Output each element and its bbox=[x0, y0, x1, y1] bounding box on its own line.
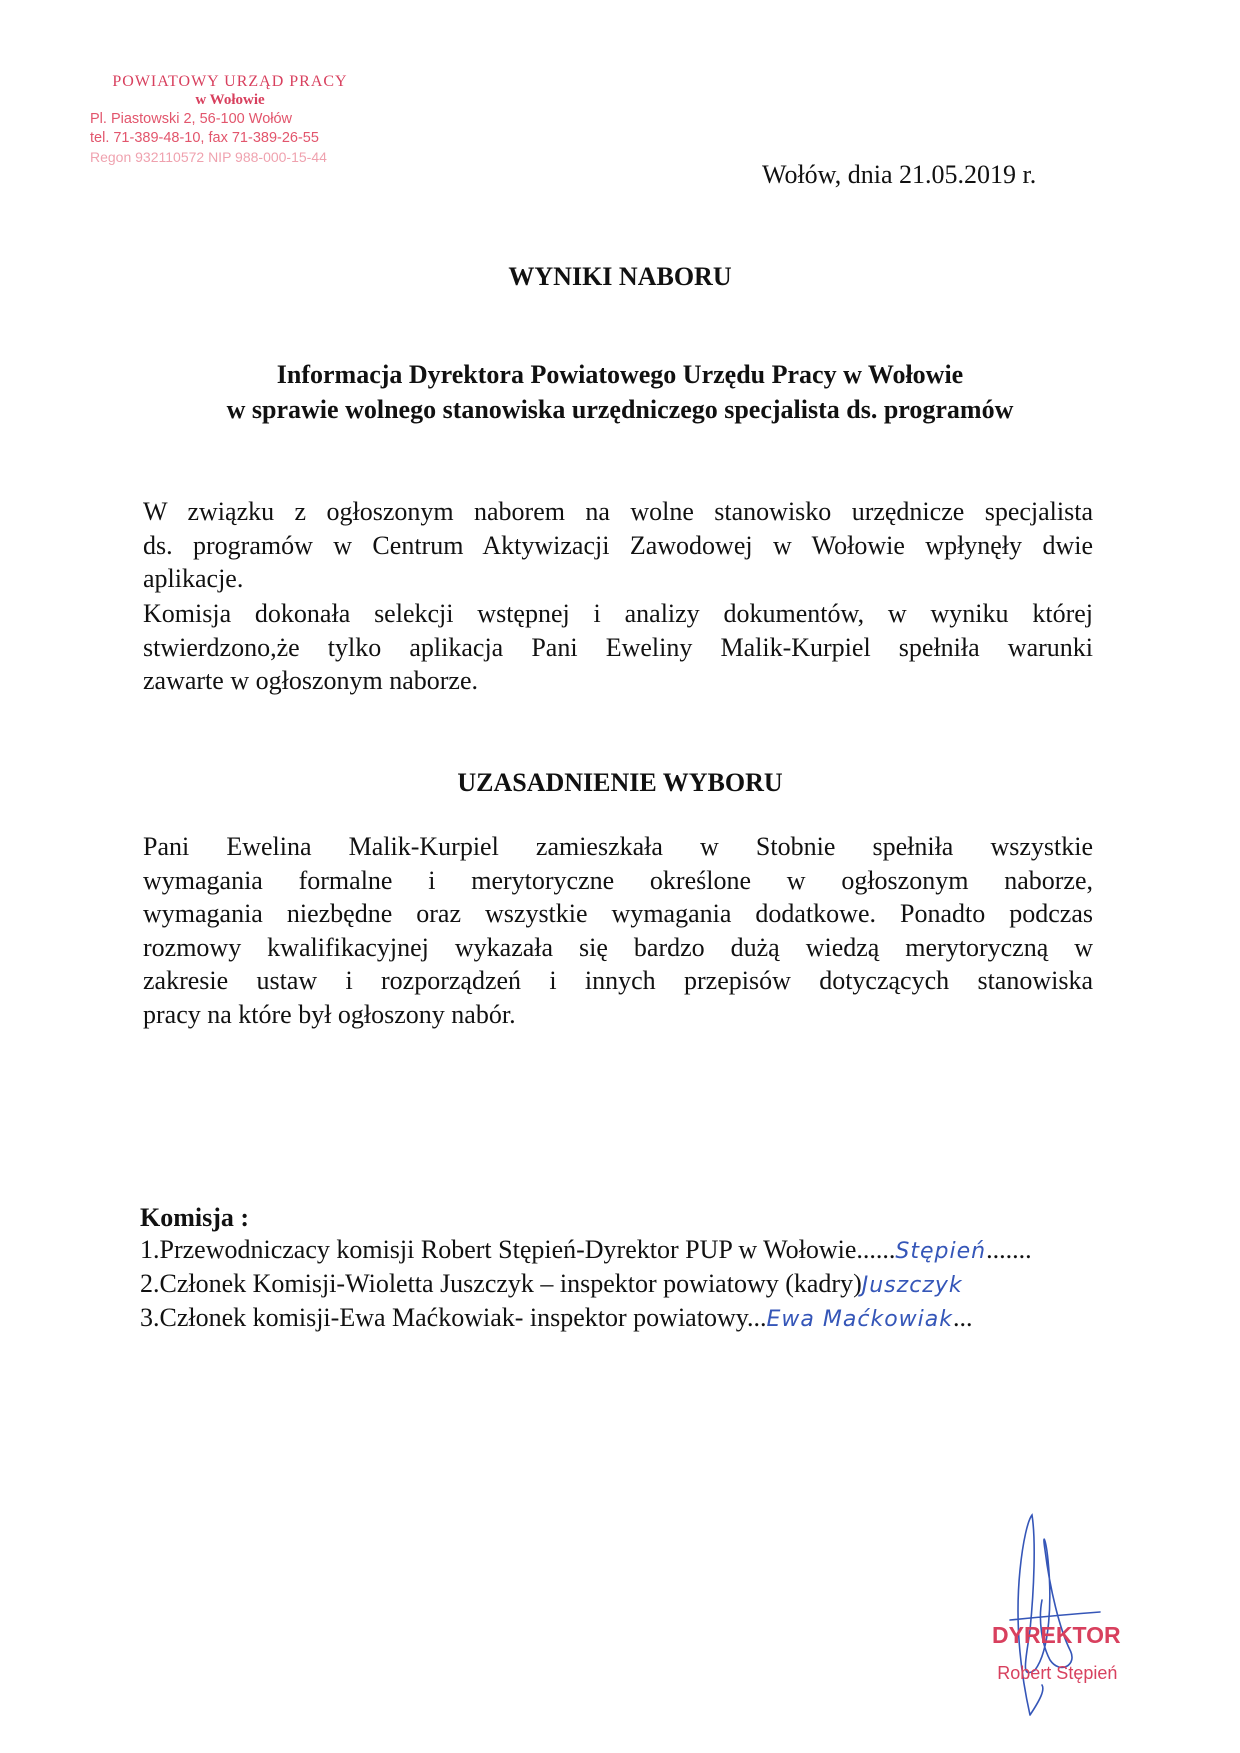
director-stamp bbox=[992, 1622, 1121, 1684]
paragraph-line: ds. programów w Centrum Aktywizacji Zawodowej w Wołowie wpłynęły dwie bbox=[143, 530, 1093, 560]
director-signature-scribble bbox=[990, 1500, 1150, 1730]
signature-dots: ... bbox=[747, 1303, 767, 1332]
signature-dots: ... bbox=[953, 1303, 973, 1332]
signature-dots: ...... bbox=[856, 1235, 896, 1264]
committee-section bbox=[140, 1202, 1032, 1336]
paragraph-line: zawarte w ogłoszonym naborze. bbox=[143, 666, 478, 695]
member-description: 1.Przewodniczacy komisji Robert Stępień-Dyrektor PUP w Wołowie bbox=[140, 1235, 857, 1264]
paragraph-line: aplikacje. bbox=[143, 564, 244, 593]
paragraph-line: Pani Ewelina Malik-Kurpiel zamieszkała w Stobnie spełniła wszystkie bbox=[143, 832, 1093, 861]
committee-title: Komisja : bbox=[140, 1203, 250, 1232]
committee-member bbox=[140, 1234, 1032, 1268]
paragraph-line: pracy na które był ogłoszony nabór. bbox=[143, 999, 516, 1029]
member-description: 3.Członek komisji-Ewa Maćkowiak- inspektor powiatowy bbox=[140, 1303, 748, 1332]
stamp-address: Pl. Piastowski 2, 56-100 Wołów bbox=[90, 111, 293, 127]
stamp-organization: POWIATOWY URZĄD PRACY bbox=[112, 73, 348, 90]
paragraph-selection bbox=[143, 597, 1093, 698]
info-heading-line2: w sprawie wolnego stanowiska urzędniczego specjalista ds. programów bbox=[226, 395, 1014, 424]
paragraph-line: zakresie ustaw i rozporządzeń i innych przepisów dotyczących stanowiska bbox=[143, 966, 1093, 995]
info-heading-line1: Informacja Dyrektora Powiatowego Urzędu Pracy w Wołowie bbox=[276, 360, 964, 389]
handwritten-signature: Stępień bbox=[895, 1239, 987, 1264]
stamp-phone: tel. 71-389-48-10, fax 71-389-26-55 bbox=[90, 130, 319, 146]
committee-member bbox=[140, 1302, 1032, 1336]
signature-dots: ....... bbox=[986, 1235, 1032, 1264]
paragraph-line: W związku z ogłoszonym naborem na wolne stanowisko urzędnicze specjalista bbox=[143, 497, 1093, 526]
paragraph-applications bbox=[143, 495, 1093, 596]
document-title: WYNIKI NABORU bbox=[508, 262, 732, 291]
paragraph-line: wymagania formalne i merytoryczne określone w ogłoszonym naborze, bbox=[143, 865, 1093, 895]
handwritten-signature: Ewa Maćkowiak bbox=[766, 1307, 953, 1332]
paragraph-line: stwierdzono,że tylko aplikacja Pani Eweliny Malik-Kurpiel spełniła warunki bbox=[143, 632, 1093, 662]
office-stamp bbox=[90, 72, 370, 167]
paragraph-line: wymagania niezbędne oraz wszystkie wymagania dodatkowe. Ponadto podczas bbox=[143, 899, 1093, 928]
document-date: Wołów, dnia 21.05.2019 r. bbox=[762, 160, 1037, 189]
director-role: DYREKTOR bbox=[992, 1622, 1121, 1648]
paragraph-justification bbox=[143, 830, 1093, 1031]
stamp-city: w Wołowie bbox=[195, 92, 265, 108]
paragraph-line: Komisja dokonała selekcji wstępnej i analizy dokumentów, w wyniku której bbox=[143, 599, 1093, 628]
member-description: 2.Członek Komisji-Wioletta Juszczyk – inspektor powiatowy (kadry) bbox=[140, 1269, 862, 1298]
committee-member bbox=[140, 1268, 1032, 1302]
paragraph-line: rozmowy kwalifikacyjnej wykazała się bardzo dużą wiedzą merytoryczną w bbox=[143, 932, 1093, 962]
director-name: Robert Stępień bbox=[997, 1663, 1118, 1683]
stamp-regon: Regon 932110572 NIP 988-000-15-44 bbox=[90, 149, 327, 165]
handwritten-signature: Juszczyk bbox=[861, 1273, 963, 1298]
justification-heading: UZASADNIENIE WYBORU bbox=[457, 768, 783, 797]
